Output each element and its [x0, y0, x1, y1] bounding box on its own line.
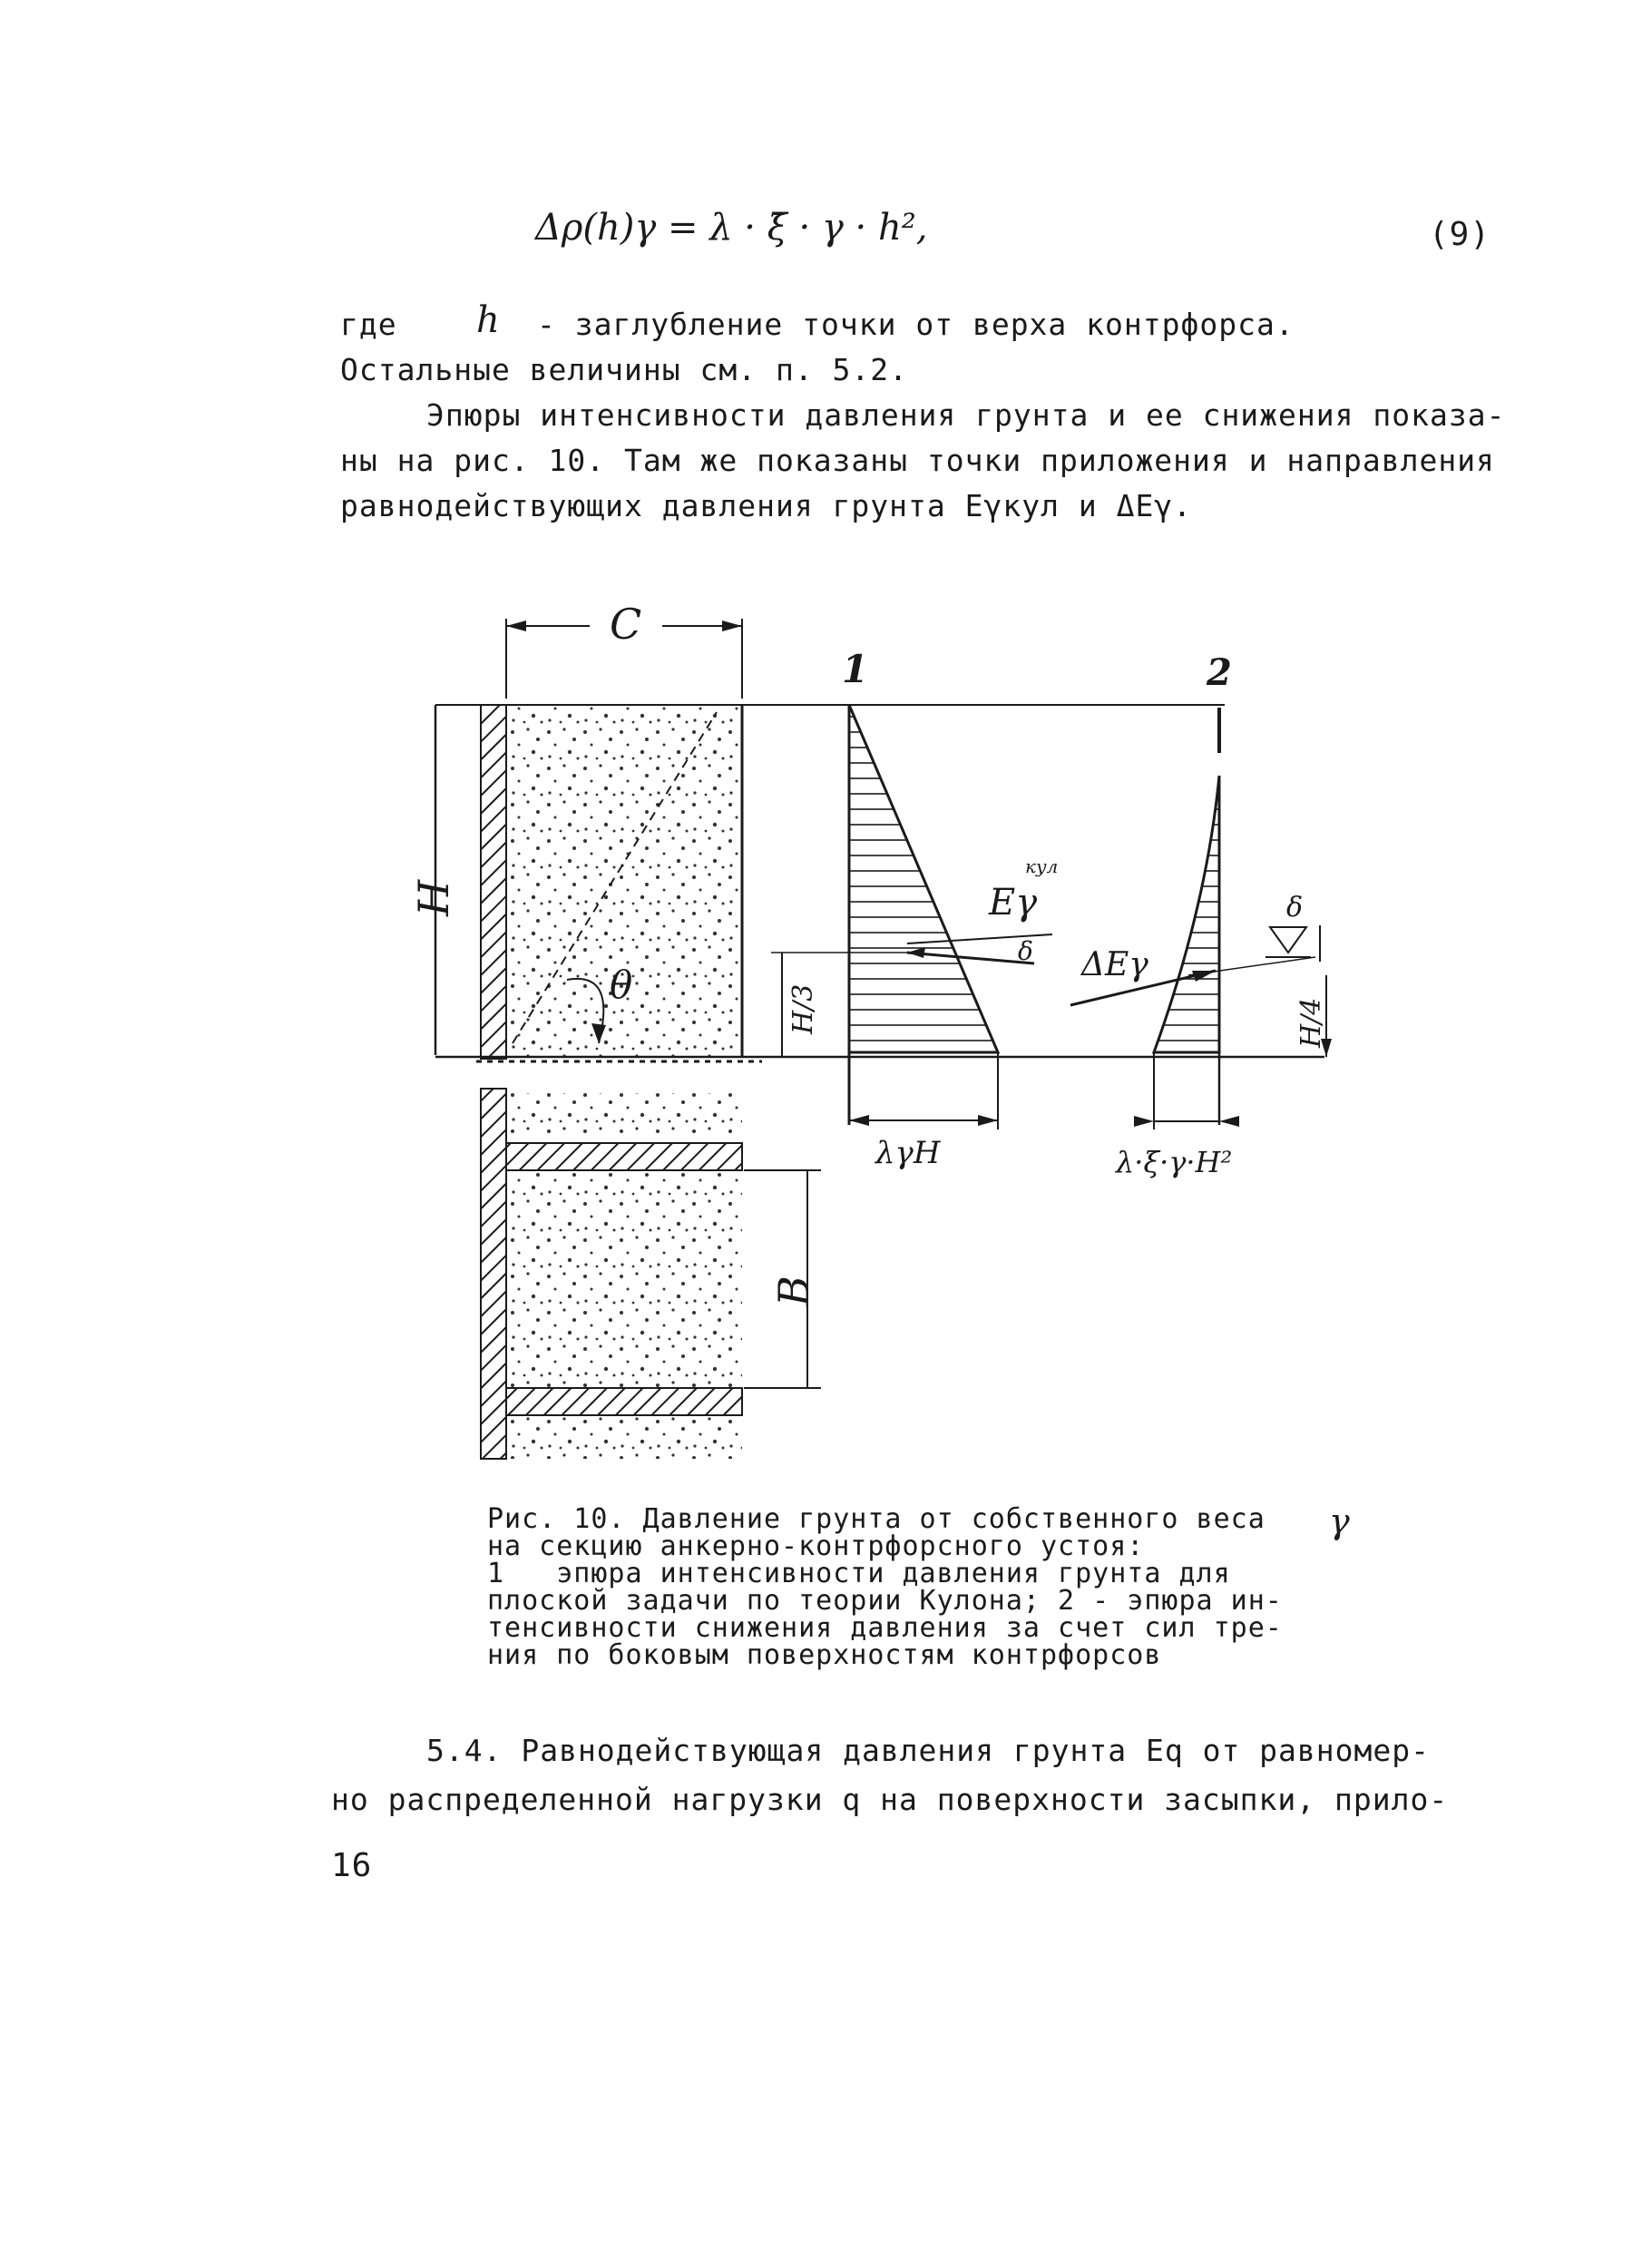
- label-1: 1: [842, 647, 869, 691]
- label-delta-e: ΔEγ: [1081, 946, 1148, 983]
- caption-line-4: плоской задачи по теории Кулона; 2 - эпюра ин-: [487, 1585, 1283, 1617]
- caption-line-1: Рис. 10. Давление грунта от собственного веса: [487, 1503, 1266, 1535]
- label-b: B: [769, 1276, 818, 1306]
- section-line-2: но распределенной нагрузки q на поверхности засыпки, прило-: [331, 1782, 1449, 1817]
- label-h-3: H/3: [787, 983, 819, 1034]
- label-delta-1: δ: [1018, 936, 1033, 966]
- caption-line-2: на секцию анкерно-контрфорсного устоя:: [487, 1530, 1145, 1562]
- paragraph-line-3: равнодействующих давления грунта Eγкул и ΔEγ.: [340, 488, 1193, 523]
- label-e-kul: Eγ: [989, 882, 1038, 924]
- label-c: C: [610, 600, 642, 649]
- formula: Δρ(h)γ = λ · ξ̄ · γ · h²,: [535, 207, 928, 249]
- caption-line-6: ния по боковым поверхностям контрфорсов: [487, 1639, 1162, 1671]
- dimension-c: [506, 600, 742, 699]
- label-kul: кул: [1025, 855, 1059, 877]
- plan-view: [481, 1089, 821, 1459]
- caption-line-3: 1 эпюра интенсивности давления грунта для: [487, 1558, 1231, 1589]
- rest-line: Остальные величины см. п. 5.2.: [340, 352, 909, 387]
- where-symbol: h: [476, 299, 500, 341]
- label-h-4: H/4: [1295, 997, 1327, 1048]
- page-number: 16: [331, 1847, 373, 1884]
- section-line-1: 5.4. Равнодействующая давления грунта Eq от равномер-: [426, 1733, 1430, 1768]
- dimension-h: [409, 705, 458, 1055]
- epure-1: [842, 647, 1058, 1171]
- paragraph-line-2: ны на рис. 10. Там же показаны точки приложения и направления: [340, 443, 1495, 478]
- label-theta: θ: [610, 963, 633, 1007]
- label-h: H: [409, 879, 458, 916]
- label-lambda-xi-gamma-h2: λ·ξ·γ·H²: [1116, 1145, 1233, 1179]
- paragraph-line-1: Эпюры интенсивности давления грунта и ее снижения показа-: [426, 397, 1506, 433]
- label-delta-2: δ: [1286, 892, 1304, 924]
- formula-number: (9): [1429, 216, 1491, 253]
- where-text: - заглубление точки от верха контрфорса.: [537, 307, 1295, 342]
- caption-gamma: γ: [1329, 1501, 1350, 1541]
- caption-line-5: тенсивности снижения давления за счет сил тре-: [487, 1612, 1283, 1644]
- label-lambda-gamma-h: λγH: [875, 1135, 941, 1171]
- where-prefix: где: [340, 307, 397, 342]
- epure-2: [1070, 651, 1332, 1179]
- label-2: 2: [1207, 651, 1232, 694]
